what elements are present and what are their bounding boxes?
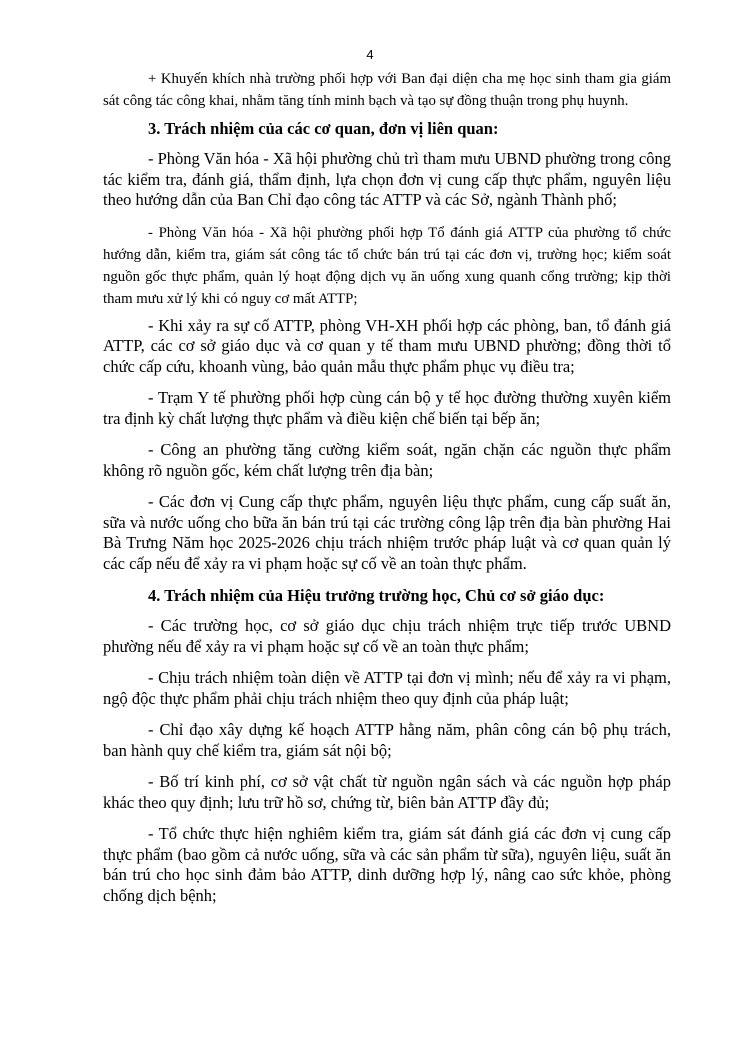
section-4-paragraph: - Tổ chức thực hiện nghiêm kiểm tra, giám sát đánh giá các đơn vị cung cấp thực phẩm (bao gồm cả nước uống, sữa và các sản phẩm từ sữa), nguyên liệu, suất ăn bán trú cho học sinh đảm bảo ATTP, dinh dưỡng hợp lý, nâng cao sức khỏe, phòng chống dịch bệnh;: [103, 824, 671, 905]
section-3-paragraph: - Khi xảy ra sự cố ATTP, phòng VH-XH phối hợp các phòng, ban, tổ đánh giá ATTP, các cơ sở giáo dục và cơ quan y tế tham mưu UBND phường; đồng thời tổ chức cấp cứu, khoanh vùng, bảo quản mẫu thực phẩm phục vụ điều tra;: [103, 315, 671, 376]
section-4-heading: 4. Trách nhiệm của Hiệu trưởng trường học, Chủ cơ sở giáo dục:: [148, 586, 605, 605]
intro-paragraph: + Khuyến khích nhà trường phối hợp với Ban đại diện cha mẹ học sinh tham gia giám sát công tác công khai, nhằm tăng tính minh bạch và tạo sự đồng thuận trong phụ huynh.: [103, 71, 671, 109]
document-body: [103, 68, 671, 917]
section-3-paragraph: - Phòng Văn hóa - Xã hội phường phối hợp Tổ đánh giá ATTP của phường tổ chức hướng dẫn, kiểm tra, giám sát công tác tổ chức bán trú tại các đơn vị, trường học; kiểm soát nguồn gốc thực phẩm, quản lý hoạt động dịch vụ ăn uống xung quanh cổng trường; kịp thời tham mưu xử lý khi có nguy cơ mất ATTP;: [103, 224, 671, 307]
section-3-paragraph: - Công an phường tăng cường kiểm soát, ngăn chặn các nguồn thực phẩm không rõ nguồn gốc, kém chất lượng trên địa bàn;: [103, 440, 671, 480]
section-3-heading: 3. Trách nhiệm của các cơ quan, đơn vị liên quan:: [148, 119, 499, 138]
section-4-paragraph: - Bố trí kinh phí, cơ sở vật chất từ nguồn ngân sách và các nguồn hợp pháp khác theo quy định; lưu trữ hồ sơ, chứng từ, biên bản ATTP đầy đủ;: [103, 772, 671, 812]
section-3-paragraph: - Phòng Văn hóa - Xã hội phường chủ trì tham mưu UBND phường trong công tác kiểm tra, đánh giá, thẩm định, lựa chọn đơn vị cung cấp thực phẩm, nguyên liệu theo hướng dẫn của Ban Chỉ đạo công tác ATTP và các Sở, ngành Thành phố;: [103, 149, 671, 209]
section-4-paragraph: - Các trường học, cơ sở giáo dục chịu trách nhiệm trực tiếp trước UBND phường nếu để xảy ra vi phạm hoặc sự cố về an toàn thực phẩm;: [103, 616, 671, 656]
section-3-paragraph: - Các đơn vị Cung cấp thực phẩm, nguyên liệu thực phẩm, cung cấp suất ăn, sữa và nước uống cho bữa ăn bán trú tại các trường công lập trên địa bàn phường Hai Bà Trưng Năm học 2025-2026 chịu trách nhiệm trước pháp luật và cơ quan quản lý các cấp nếu để xảy ra vi phạm hoặc sự cố về an toàn thực phẩm.: [103, 492, 671, 573]
section-4-paragraph: - Chịu trách nhiệm toàn diện về ATTP tại đơn vị mình; nếu để xảy ra vi phạm, ngộ độc thực phẩm phải chịu trách nhiệm theo quy định của pháp luật;: [103, 668, 671, 708]
section-3-paragraph: - Trạm Y tế phường phối hợp cùng cán bộ y tế học đường thường xuyên kiểm tra định kỳ chất lượng thực phẩm và điều kiện chế biến tại bếp ăn;: [103, 388, 671, 428]
section-4-paragraph: - Chỉ đạo xây dựng kế hoạch ATTP hằng năm, phân công cán bộ phụ trách, ban hành quy chế kiểm tra, giám sát nội bộ;: [103, 720, 671, 760]
page-number: 4: [366, 47, 374, 62]
